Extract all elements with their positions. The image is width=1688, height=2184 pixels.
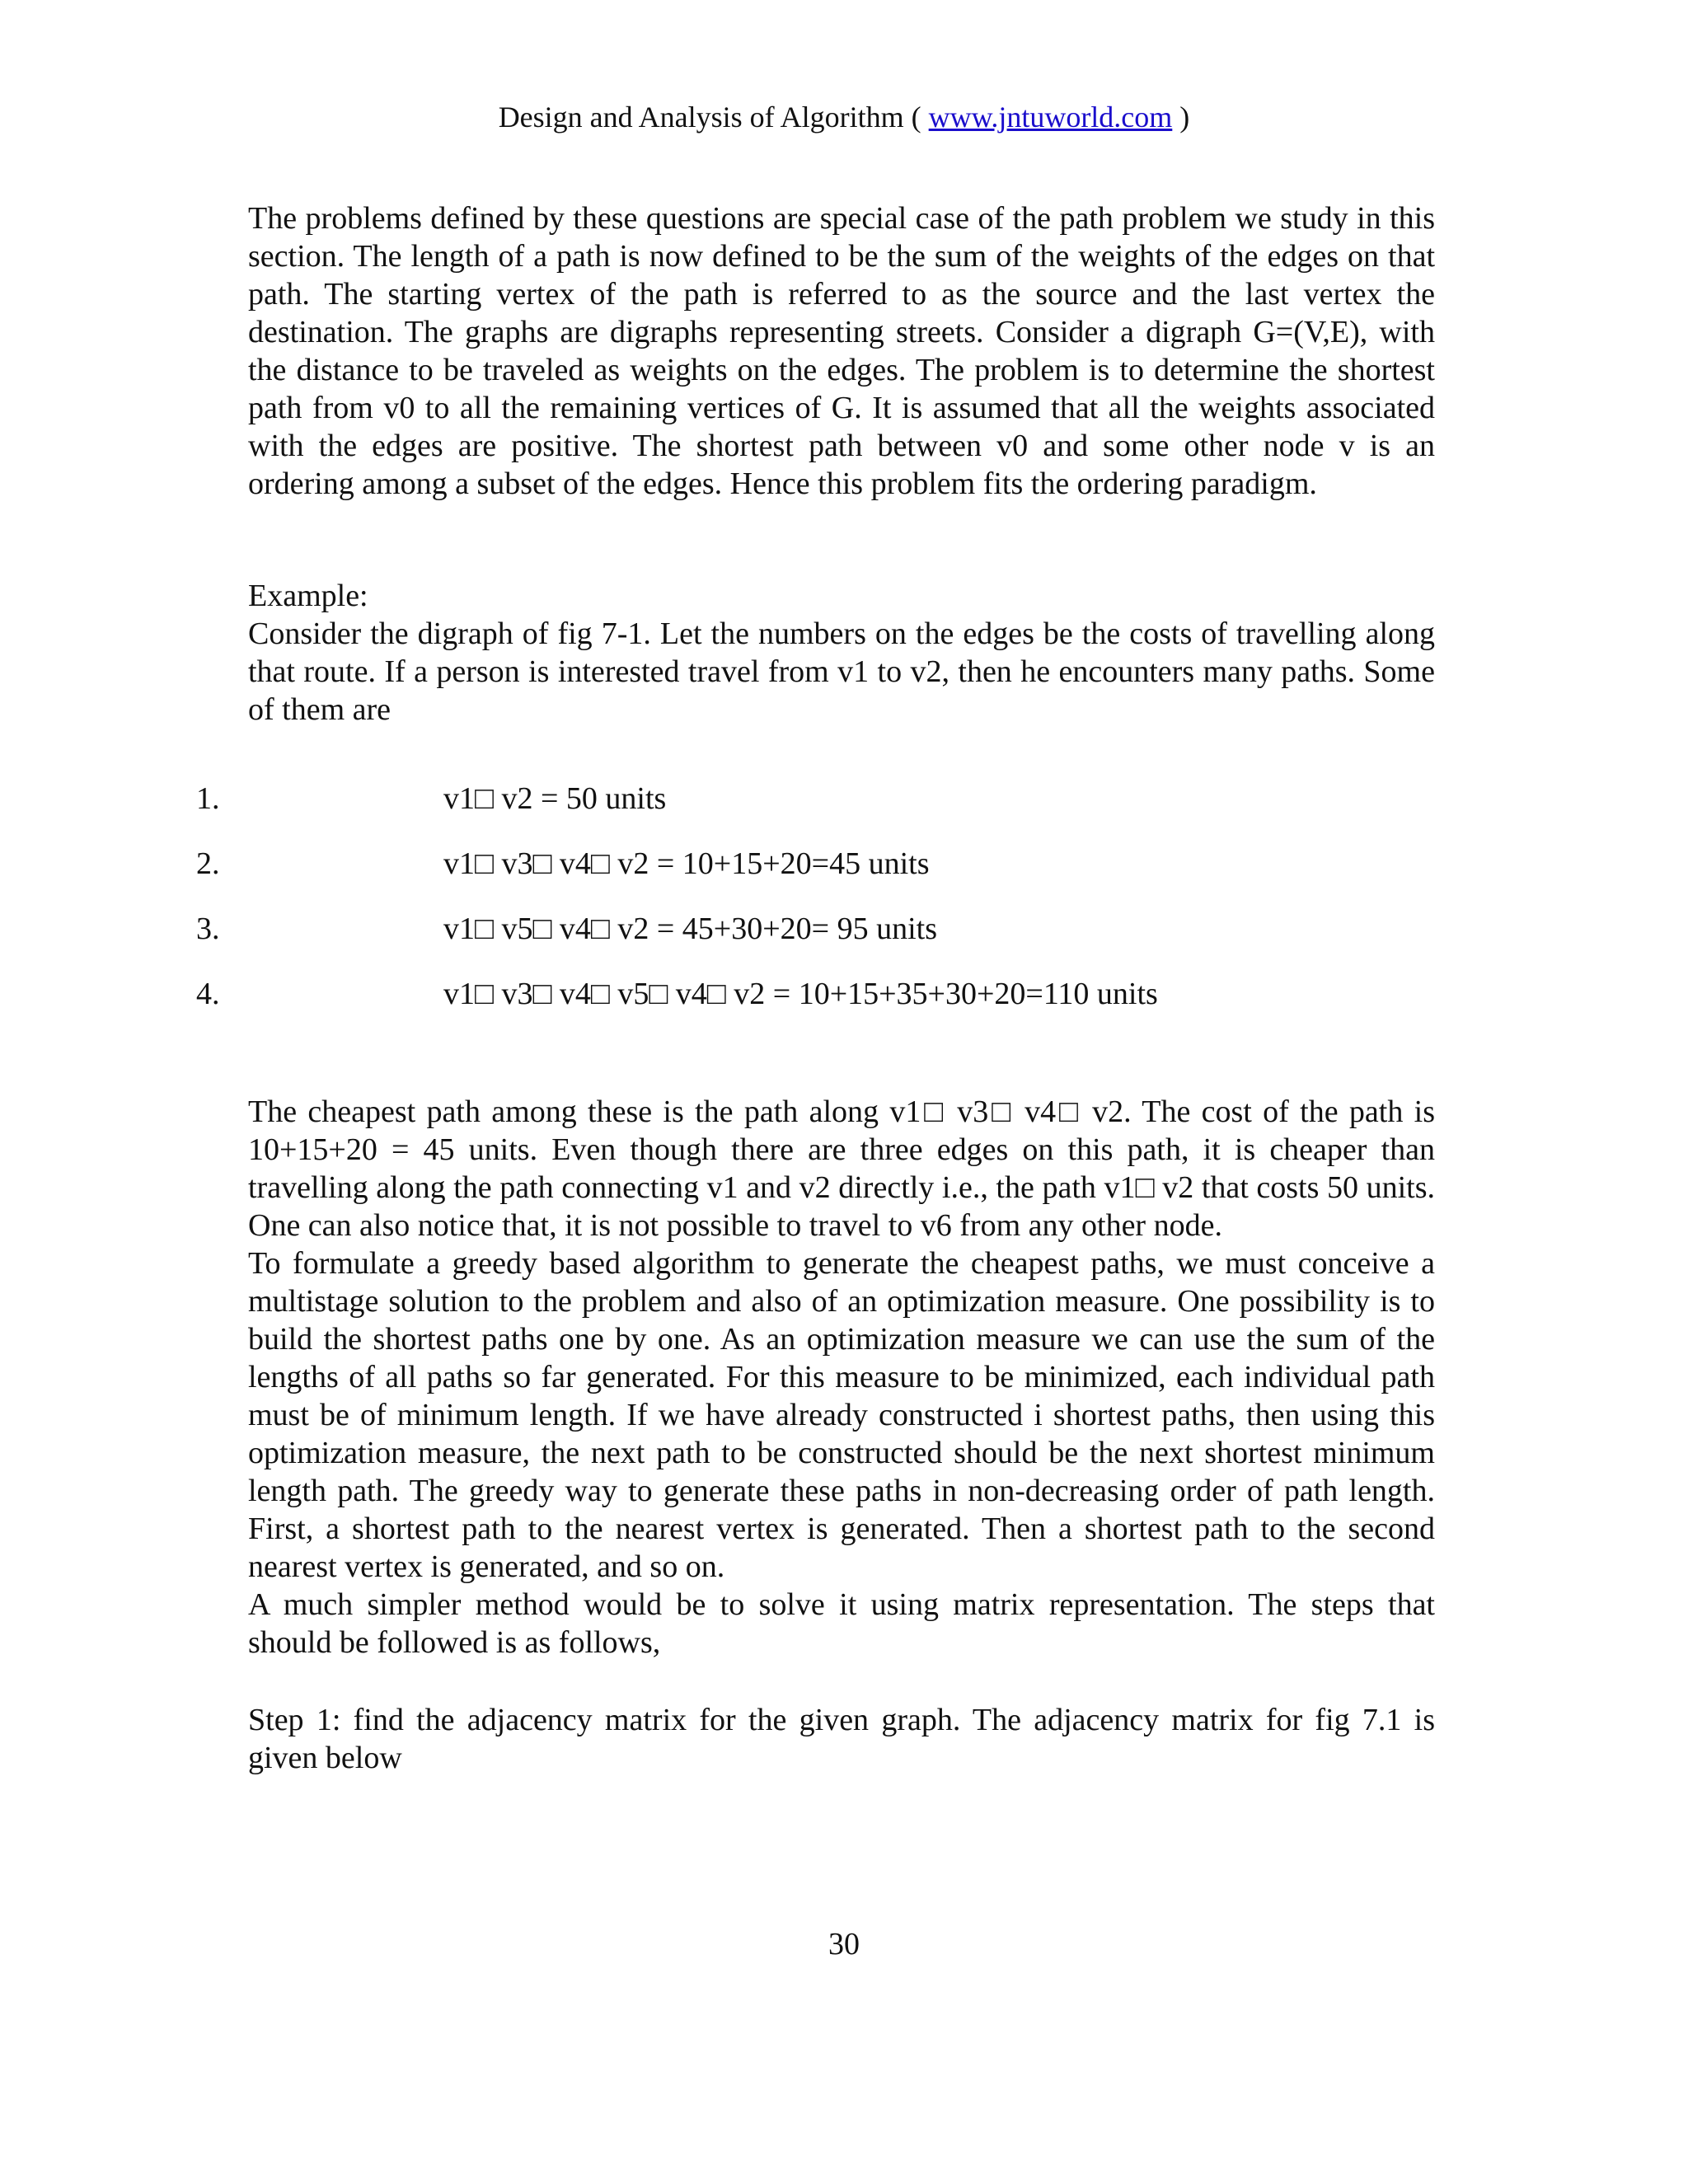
example-label: Example: <box>248 579 368 613</box>
list-item-number: 1. <box>196 781 220 816</box>
list-item-path: v1□ v2 = 50 units <box>443 781 667 816</box>
list-item-path: v1□ v3□ v4□ v2 = 10+15+20=45 units <box>443 846 930 881</box>
cheapest-path-section <box>248 1093 1435 1661</box>
header-link[interactable]: www.jntuworld.com <box>928 101 1173 134</box>
list-item-number: 2. <box>196 846 220 881</box>
greedy-algorithm-paragraph: To formulate a greedy based algorithm to generate the cheapest paths, we must conceive a multistage solution to the problem and also of an optimization measure. One possibility is to build the shortest paths one by one. As an optimization measure we can use the sum of the lengths of all paths so far generated. For this measure to be minimized, each individual path must be of minimum length. If we have already constructed i shortest paths, then using this optimization measure, the next path to be constructed should be the next shortest minimum length path. The greedy way to generate these paths in non-decreasing order of path length. First, a shortest path to the nearest vertex is generated. Then a shortest path to the second nearest vertex is generated, and so on. <box>248 1246 1435 1584</box>
step1-paragraph: Step 1: find the adjacency matrix for the given graph. The adjacency matrix for fig 7.1 is given below <box>248 1703 1435 1775</box>
list-item-path: v1□ v5□ v4□ v2 = 45+30+20= 95 units <box>443 912 937 946</box>
page-number: 30 <box>828 1927 860 1961</box>
matrix-method-paragraph: A much simpler method would be to solve it using matrix representation. The steps that should be followed is as follows, <box>248 1587 1435 1660</box>
running-header <box>0 97 1688 137</box>
list-item-path: v1□ v3□ v4□ v5□ v4□ v2 = 10+15+35+30+20=110 units <box>443 977 1158 1011</box>
list-item <box>0 910 1688 948</box>
list-item-number: 3. <box>196 912 220 946</box>
list-item <box>0 845 1688 883</box>
list-item-number: 4. <box>196 977 220 1011</box>
header-title: Design and Analysis of Algorithm ( <box>498 101 929 134</box>
cheapest-path-paragraph: The cheapest path among these is the path along v1□ v3□ v4□ v2. The cost of the path is 10+15+20 = 45 units. Even though there are three edges on this path, it is cheaper than travelling along the path connecting v1 and v2 directly i.e., the path v1□ v2 that costs 50 units. One can also notice that, it is not possible to travel to v6 from any other node. <box>248 1094 1435 1243</box>
header-suffix: ) <box>1172 101 1190 134</box>
list-item <box>0 780 1688 818</box>
example-paragraph: Consider the digraph of fig 7-1. Let the numbers on the edges be the costs of travelling along that route. If a person is interested travel from v1 to v2, then he encounters many paths. Some of them are <box>248 616 1435 727</box>
intro-paragraph: The problems defined by these questions are special case of the path problem we study in this section. The length of a path is now defined to be the sum of the weights of the edges on that path. The starting vertex of the path is referred to as the source and the last vertex the destination. The graphs are digraphs representing streets. Consider a digraph G=(V,E), with the distance to be traveled as weights on the edges. The problem is to determine the shortest path from v0 to all the remaining vertices of G. It is assumed that all the weights associated with the edges are positive. The shortest path between v0 and some other node v is an ordering among a subset of the edges. Hence this problem fits the ordering paradigm. <box>248 201 1435 501</box>
list-item <box>0 975 1688 1013</box>
